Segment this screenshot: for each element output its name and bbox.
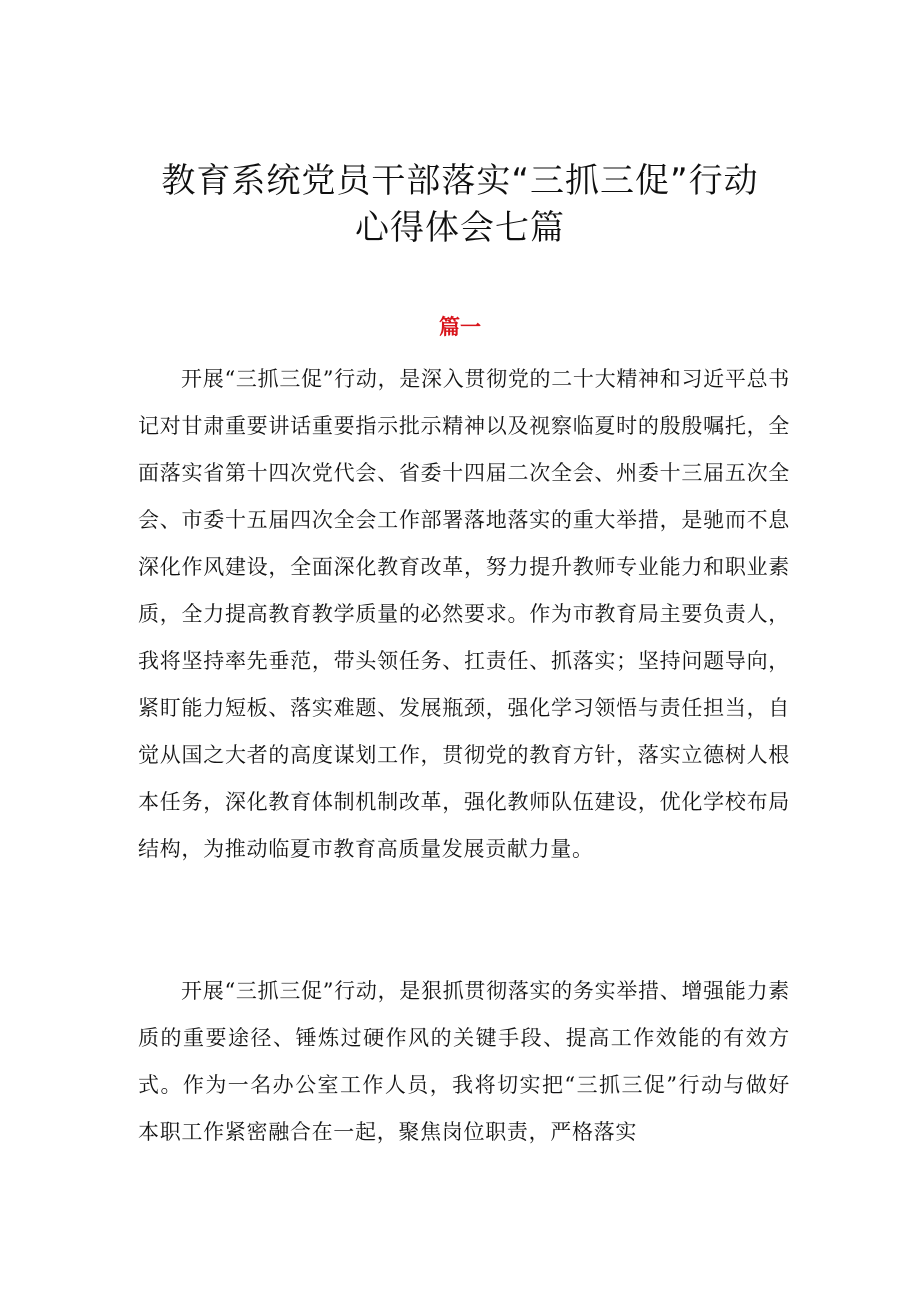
body-paragraph-2: 开展“三抓三促”行动，是狠抓贯彻落实的务实举措、增强能力素质的重要途径、锤炼过硬作风的关键手段、提高工作效能的有效方式。作为一名办公室工作人员，我将切实把“三抓三促”行动与做好本职工作紧密融合在一起，聚焦岗位职责，严格落实 <box>138 979 790 1144</box>
title-line-2: 心得体会七篇 <box>355 208 565 248</box>
title-line-1: 教育系统党员干部落实“三抓三促”行动 <box>161 161 759 201</box>
body-paragraph-1: 开展“三抓三促”行动，是深入贯彻党的二十大精神和习近平总书记对甘肃重要讲话重要指示批示精神以及视察临夏时的殷殷嘱托，全面落实省第十四次党代会、省委十四届二次全会、州委十三届五次全会、市委十五届四次全会工作部署落地落实的重大举措，是驰而不息深化作风建设，全面深化教育改革，努力提升教师专业能力和职业素质，全力提高教育教学质量的必然要求。作为市教育局主要负责人，我将坚持率先垂范，带头领任务、扛责任、抓落实；坚持问题导向，紧盯能力短板、落实难题、发展瓶颈，强化学习领悟与责任担当，自觉从国之大者的高度谋划工作，贯彻党的教育方针，落实立德树人根本任务，深化教育体制机制改革，强化教师队伍建设，优化学校布局结构，为推动临夏市教育高质量发展贡献力量。 <box>138 367 790 861</box>
document-title <box>0 158 920 252</box>
section-heading: 篇一 <box>439 315 481 339</box>
